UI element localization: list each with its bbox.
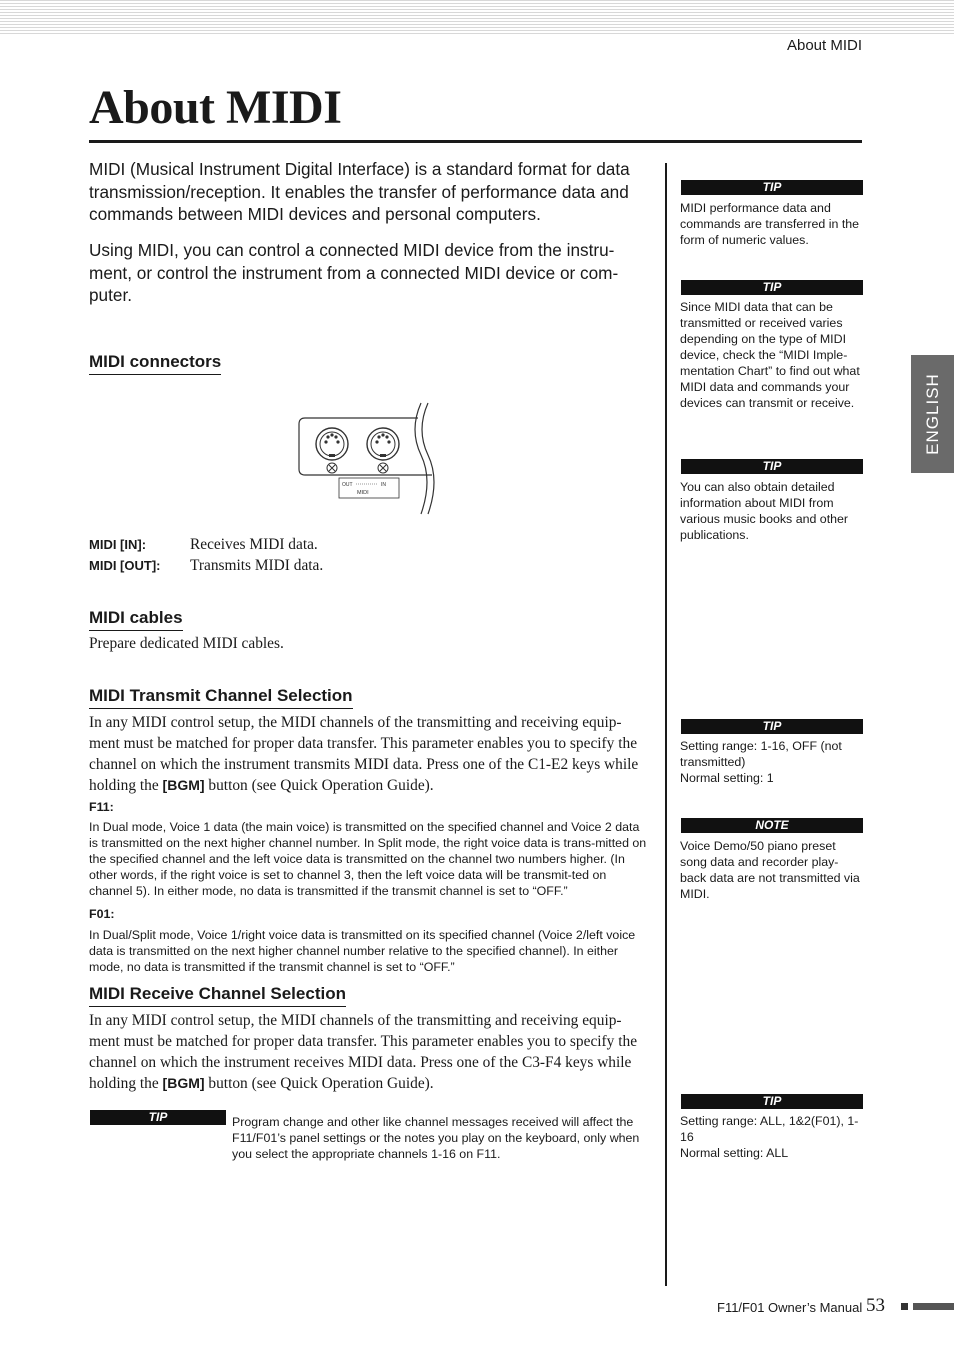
sidebar-tip-text: Since MIDI data that can be transmitted or received varies depending on the type of MIDI device, check the “MIDI Imple-mentation Chart” to find out what MIDI data and commands your devices can transmit or receive.	[680, 300, 860, 410]
receive-heading: MIDI Receive Channel Selection	[89, 984, 346, 1007]
running-header: About MIDI	[786, 37, 862, 54]
midi-out-desc: Transmits MIDI data.	[190, 557, 324, 574]
midi-out-port	[316, 428, 348, 473]
midi-out-term: MIDI [OUT]:	[89, 558, 161, 573]
sidebar-tip-text: MIDI performance data and commands are transferred in the form of numeric values.	[680, 201, 860, 247]
sidebar-tip-label: TIP	[681, 280, 863, 295]
setting-range: Setting range: ALL, 1&2(F01), 1-16	[680, 1114, 859, 1144]
normal-setting: Normal setting: ALL	[680, 1146, 789, 1160]
receive-tip-text: Program change and other like channel messages received will affect the F11/F01’s panel settings or the notes you play on the keyboard, only when you select the appropriate channels 1-16 on F11.	[232, 1115, 640, 1161]
page-title: About MIDI	[89, 81, 342, 134]
footer-manual-title: F11/F01 Owner’s Manual	[717, 1300, 863, 1315]
midi-cables-text: Prepare dedicated MIDI cables.	[89, 635, 284, 652]
normal-setting: Normal setting: 1	[680, 771, 774, 785]
in-label: IN	[381, 482, 386, 488]
midi-in-port	[367, 428, 399, 473]
transmit-text-before: In any MIDI control setup, the MIDI channels of the transmitting and receiving equip-ment must be matched for proper data transfer. This parameter enables you to specify the channel on which the instrument transmits MIDI data. Press one of the C1-E2 keys while holding the	[89, 714, 639, 795]
receive-paragraph	[89, 1011, 649, 1095]
intro-paragraph-2: Using MIDI, you can control a connected MIDI device from the instru-ment, or control the instrument from a connected MIDI device or com-puter.	[89, 240, 619, 305]
sidebar-tip-text	[680, 738, 862, 786]
f01-text: In Dual/Split mode, Voice 1/right voice data is transmitted on its specified channel (Voice 2/left voice data is transmitted on the next higher channel number relative to the specified channel). In either mode, no data is transmitted if the transmit channel is set to “OFF.”	[89, 928, 636, 974]
sidebar-tip-label: TIP	[681, 180, 863, 195]
header-band	[0, 0, 954, 36]
midi-connectors-heading: MIDI connectors	[89, 352, 221, 375]
transmit-heading: MIDI Transmit Channel Selection	[89, 686, 353, 709]
bgm-button-label: [BGM]	[162, 1075, 205, 1092]
out-label: OUT	[342, 482, 353, 488]
sidebar-tip-label: TIP	[681, 719, 863, 734]
bgm-button-label: [BGM]	[162, 777, 205, 794]
language-tab	[911, 355, 954, 473]
midi-label: MIDI	[357, 490, 369, 496]
footer-bar	[913, 1303, 954, 1310]
sidebar-tip-text	[680, 1113, 862, 1161]
f11-label: F11:	[89, 800, 114, 814]
sidebar-tip-text: You can also obtain detailed information about MIDI from various music books and other publications.	[680, 480, 849, 542]
receive-text-after: button (see Quick Operation Guide).	[208, 1075, 434, 1093]
sidebar-note-text: Voice Demo/50 piano preset song data and recorder play-back data are not transmitted via MIDI.	[680, 839, 860, 901]
title-rule	[89, 140, 862, 143]
transmit-paragraph	[89, 713, 649, 797]
footer-mark	[901, 1303, 908, 1310]
f11-text: In Dual mode, Voice 1 data (the main voice) is transmitted on the specified channel and Voice 2 data is transmitted on the next higher channel number. In Split mode, the right voice data is trans-mitted on the specified channel and the left voice data is transmitted on the channel two numbers higher. (In other words, if the right voice is set to channel 3, then the left voice data will be transmit-ted on channel 5). In either mode, no data is transmitted if the transmit channel is set to “OFF.”	[89, 820, 647, 898]
receive-tip-label: TIP	[90, 1110, 226, 1125]
page-number: 53	[866, 1295, 885, 1316]
sidebar-note-label: NOTE	[681, 818, 863, 833]
column-divider	[665, 163, 667, 1286]
transmit-text-after: button (see Quick Operation Guide).	[208, 777, 434, 795]
f01-label: F01:	[89, 907, 115, 921]
midi-in-desc: Receives MIDI data.	[190, 536, 318, 553]
setting-range: Setting range: 1-16, OFF (not transmitted)	[680, 739, 842, 769]
sidebar-tip-label: TIP	[681, 459, 863, 474]
midi-in-term: MIDI [IN]:	[89, 537, 147, 552]
midi-cables-heading: MIDI cables	[89, 608, 183, 631]
receive-text-before: In any MIDI control setup, the MIDI channels of the transmitting and receiving equip-ment must be matched for proper data transfer. This parameter enables you to specify the channel on which the instrument receives MIDI data. Press one of the C3-F4 keys while holding the	[89, 1012, 638, 1093]
language-tab-label: ENGLISH	[922, 373, 942, 455]
intro-paragraph-1: MIDI (Musical Instrument Digital Interface) is a standard format for data transmission/reception. It enables the transfer of performance data and commands between MIDI devices and personal computers.	[89, 159, 630, 224]
midi-connector-diagram	[297, 400, 442, 518]
sidebar-tip-label: TIP	[681, 1094, 863, 1109]
